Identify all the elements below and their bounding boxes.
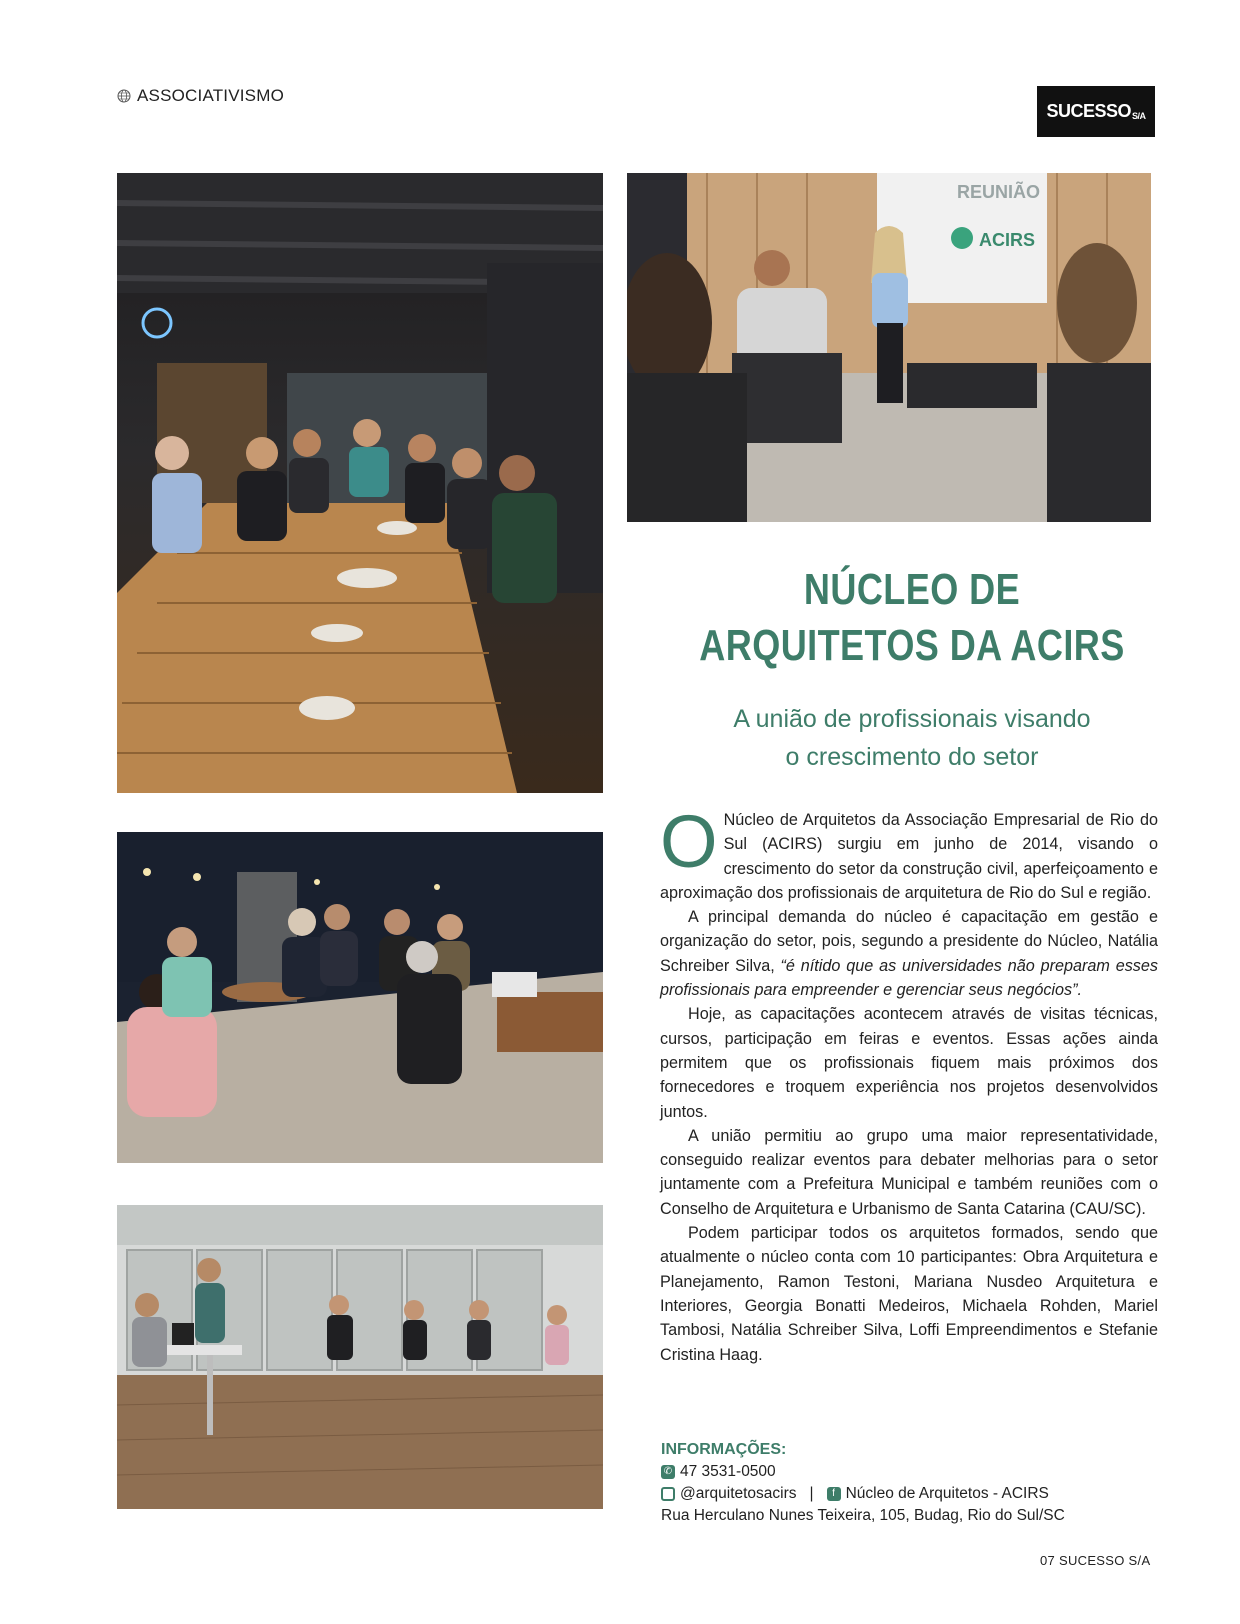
- paragraph-2-text: A principal demanda do núcleo é capacitação em gestão e organização do setor, pois, segundo a presidente do Núcleo, Natália Schreiber Silva,: [660, 908, 1158, 975]
- brand-logo: [1037, 86, 1155, 137]
- screen-text-acirs: ACIRS: [979, 230, 1036, 250]
- info-title: INFORMAÇÕES:: [661, 1441, 787, 1458]
- article-subtitle: [650, 700, 1174, 776]
- brand-suffix: S/A: [1132, 110, 1146, 121]
- contact-info: [661, 1439, 1181, 1527]
- instagram-icon: [661, 1487, 675, 1501]
- article-body: [660, 800, 1158, 1367]
- evening-circle-meeting-photo: [117, 832, 603, 1163]
- instagram-handle[interactable]: @arquitetosacirs: [680, 1485, 797, 1502]
- paragraph-2: [660, 905, 1158, 1002]
- facebook-icon: f: [827, 1487, 841, 1501]
- page-number: 07 SUCESSO S/A: [1040, 1553, 1151, 1568]
- paragraph-3: Hoje, as capacitações acontecem através de visitas técnicas, cursos, participação em feiras e eventos. Essas ações ainda permitem que os profissionais fiquem mais próximos dos fornecedores e troquem experiência nos projetos desenvolvidos juntos.: [660, 1005, 1158, 1121]
- title-line-1: NÚCLEO DE: [803, 565, 1021, 614]
- address: Rua Herculano Nunes Teixeira, 105, Budag, Rio do Sul/SC: [661, 1507, 1065, 1524]
- subtitle-line-2: o crescimento do setor: [785, 743, 1039, 771]
- paragraph-4: A união permitiu ao grupo uma maior representatividade, conseguido realizar eventos para debater melhorias para o setor juntamente com a Prefeitura Municipal e também reuniões com o Conselho de Arquitetura e Urbanismo de Santa Catarina (CAU/SC).: [660, 1126, 1158, 1218]
- section-label: [117, 86, 284, 106]
- title-line-2: ARQUITETOS DA ACIRS: [699, 621, 1125, 670]
- phone-icon: ✆: [661, 1465, 675, 1479]
- drop-cap: O: [660, 800, 718, 883]
- brand-name: SUCESSO: [1046, 101, 1131, 121]
- phone-number[interactable]: 47 3531-0500: [680, 1463, 776, 1480]
- office-workshop-photo: [117, 1205, 603, 1509]
- social-separator: |: [809, 1485, 814, 1502]
- paragraph-1-text: Núcleo de Arquitetos da Associação Empresarial de Rio do Sul (ACIRS) surgiu em junho de 2014, visando o crescimento do setor da construção civil, aperfeiçoamento e aproximação dos profissionais de arquitetura de Rio do Sul e região.: [660, 811, 1158, 902]
- facebook-page[interactable]: Núcleo de Arquitetos - ACIRS: [845, 1485, 1049, 1502]
- section-title: ASSOCIATIVISMO: [137, 86, 285, 105]
- article-title: [682, 562, 1141, 674]
- social-row: [661, 1483, 1181, 1505]
- presentation-meeting-photo: [627, 173, 1151, 522]
- paragraph-5: Podem participar todos os arquitetos formados, sendo que atualmente o núcleo conta com 10 participantes: Obra Arquitetura e Planejamento, Ramon Testoni, Mariana Nusdeo Arquitetura e Interiores, Georgia Bonatti Medeiros, Michaela Rohden, Mariel Tambosi, Natália Schreiber Silva, Loffi Empreendimentos e Stefanie Cristina Haag.: [660, 1224, 1158, 1364]
- president-quote: “é nítido que as universidades não preparam esses profissionais para empreender e gerenciar seus negócios”.: [660, 956, 1158, 1000]
- globe-icon: [117, 89, 131, 103]
- restaurant-dinner-photo: [117, 173, 603, 793]
- paragraph-1: [660, 800, 1158, 905]
- phone-row: [661, 1461, 1181, 1483]
- screen-text-reuniao: REUNIÃO: [957, 182, 1041, 202]
- subtitle-line-1: A união de profissionais visando: [733, 705, 1091, 733]
